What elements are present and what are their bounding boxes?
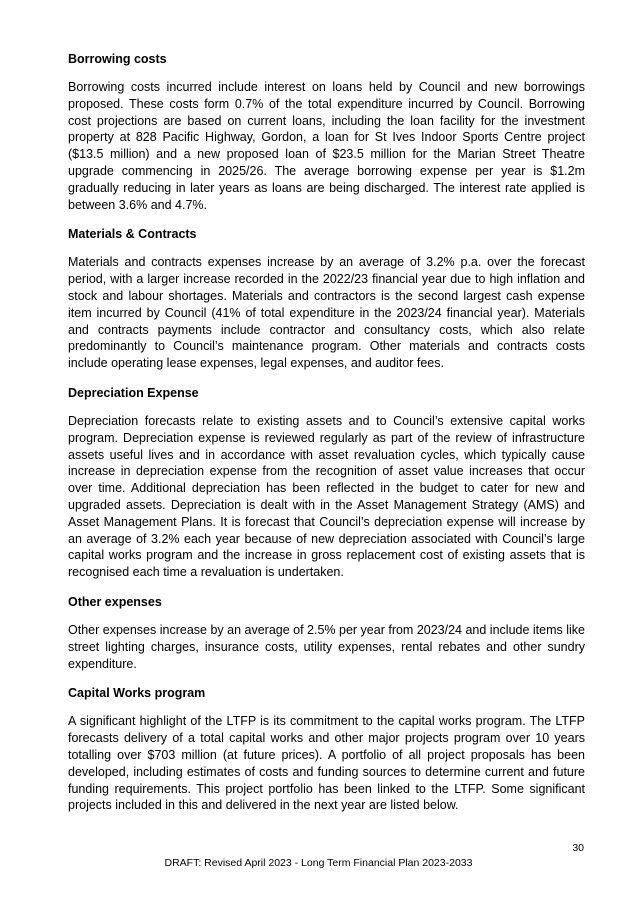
paragraph-capital-works-program: A significant highlight of the LTFP is its commitment to the capital works program. The LTFP forecasts delivery of a total capital works and other major projects program over 10 years totalling over $703 million (at future prices). A portfolio of all project proposals has been developed, including estimates of costs and funding sources to determine current and future funding requirements. This project portfolio has been linked to the LTFP. Some significant projects included in this and delivered in the next year are listed below. [68,714,585,813]
heading-capital-works-program: Capital Works program [68,686,206,701]
paragraph-depreciation-expense: Depreciation forecasts relate to existing assets and to Council’s extensive capital works program. Depreciation expense is reviewed regularly as part of the review of infrastructure assets useful lives and in accordance with asset revaluation cycles, which typically cause increase in depreciation expense from the recognition of asset value increases that occur over time. Additional depreciation has been reflected in the budget to cater for new and upgraded assets. Depreciation is dealt with in the Asset Management Strategy (AMS) and Asset Management Plans. It is forecast that Council’s depreciation expense will increase by an average of 3.2% each year because of new depreciation associated with Council’s large capital works program and the increase in gross replacement cost of existing assets that is recognised each time a revaluation is undertaken. [68,413,585,580]
paragraph-borrowing-costs: Borrowing costs incurred include interest on loans held by Council and new borrowings proposed. These costs form 0.7% of the total expenditure incurred by Council. Borrowing cost projections are based on current loans, including the loan facility for the investment property at 828 Pacific Highway, Gordon, a loan for St Ives Indoor Sports Centre project ($13.5 million) and a new proposed loan of $23.5 million for the Marian Street Theatre upgrade commencing in 2025/26. The average borrowing expense per year is $1.2m gradually reducing in later years as loans are being discharged. The interest rate applied is between 3.6% and 4.7%. [68,80,585,212]
paragraph-other-expenses: Other expenses increase by an average of 2.5% per year from 2023/24 and include items like street lighting charges, insurance costs, utility expenses, rental rebates and other sundry expenditure. [68,622,585,671]
heading-depreciation-expense: Depreciation Expense [68,385,199,400]
heading-materials-contracts: Materials & Contracts [68,227,197,242]
document-body [68,51,585,827]
paragraph-materials-contracts: Materials and contracts expenses increase by an average of 3.2% p.a. over the forecast period, with a larger increase recorded in the 2022/23 financial year due to high inflation and stock and labour shortages. Materials and contractors is the second largest cash expense item incurred by Council (41% of total expenditure in the 2023/24 financial year). Materials and contracts payments include contractor and consultancy costs, which also relate predominantly to Council’s maintenance program. Other materials and contracts costs include operating lease expenses, legal expenses, and auditor fees. [68,255,585,371]
heading-borrowing-costs: Borrowing costs [68,52,167,66]
page-number: 30 [572,842,584,854]
heading-other-expenses: Other expenses [68,594,162,609]
page-footer: DRAFT: Revised April 2023 - Long Term Financial Plan 2023-2033 [164,857,473,869]
